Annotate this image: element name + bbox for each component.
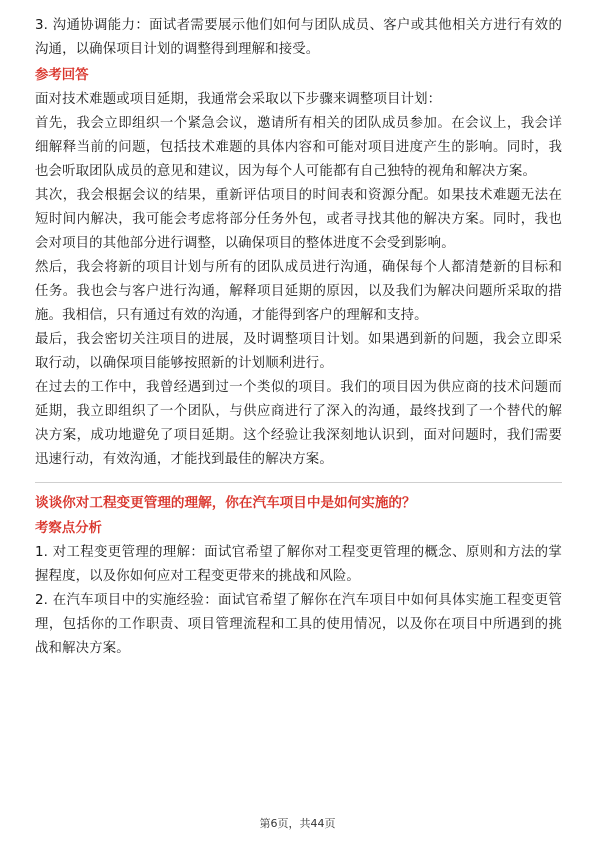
reference-answer-label: 参考回答	[35, 68, 89, 83]
answer-paragraph: 在过去的工作中，我曾经遇到过一个类似的项目。我们的项目因为供应商的技术问题而延期，我立即组织了一个团队，与供应商进行了深入的沟通，最终找到了一个替代的解决方案，成功地避免了项目延期。这个经验让我深刻地认识到，面对问题时，我们需要迅速行动，有效沟通，才能找到最佳的解决方案。	[35, 380, 562, 467]
interview-question: 谈谈你对工程变更管理的理解，你在汽车项目中是如何实施的？	[35, 495, 416, 511]
document-page	[35, 14, 562, 661]
answer-paragraph: 首先，我会立即组织一个紧急会议，邀请所有相关的团队成员参加。在会议上，我会详细解释当前的问题，包括技术难题的具体内容和可能对项目进度产生的影响。同时，我也会听取团队成员的意见和建议，因为每个人可能都有自己独特的视角和解决方案。	[35, 116, 562, 179]
answer-paragraph: 然后，我会将新的项目计划与所有的团队成员进行沟通，确保每个人都清楚新的目标和任务。我也会与客户进行沟通，解释项目延期的原因，以及我们为解决问题所采取的措施。我相信，只有通过有效的沟通，才能得到客户的理解和支持。	[35, 260, 562, 323]
answer-paragraph: 其次，我会根据会议的结果，重新评估项目的时间表和资源分配。如果技术难题无法在短时间内解决，我可能会考虑将部分任务外包，或者寻找其他的解决方案。同时，我也会对项目的其他部分进行调整，以确保项目的整体进度不会受到影响。	[35, 188, 562, 251]
evaluation-point-3: 3. 沟通协调能力：面试者需要展示他们如何与团队成员、客户或其他相关方进行有效的沟通，以确保项目计划的调整得到理解和接受。	[35, 18, 562, 57]
answer-paragraph: 面对技术难题或项目延期，我通常会采取以下步骤来调整项目计划：	[35, 92, 442, 107]
analysis-item: 2. 在汽车项目中的实施经验：面试官希望了解你在汽车项目中如何具体实施工程变更管理，包括你的工作职责、项目管理流程和工具的使用情况，以及你在项目中所遇到的挑战和解决方案。	[35, 593, 562, 656]
analysis-label: 考察点分析	[35, 521, 102, 536]
analysis-item: 1. 对工程变更管理的理解：面试官希望了解你对工程变更管理的概念、原则和方法的掌握程度，以及你如何应对工程变更带来的挑战和风险。	[35, 545, 562, 584]
page-number-footer: 第6页，共44页	[259, 817, 336, 830]
reference-answer-body	[35, 88, 562, 472]
answer-paragraph: 最后，我会密切关注项目的进展，及时调整项目计划。如果遇到新的问题，我会立即采取行动，以确保项目能够按照新的计划顺利进行。	[35, 332, 562, 371]
analysis-body	[35, 541, 562, 661]
section-divider	[35, 482, 562, 483]
